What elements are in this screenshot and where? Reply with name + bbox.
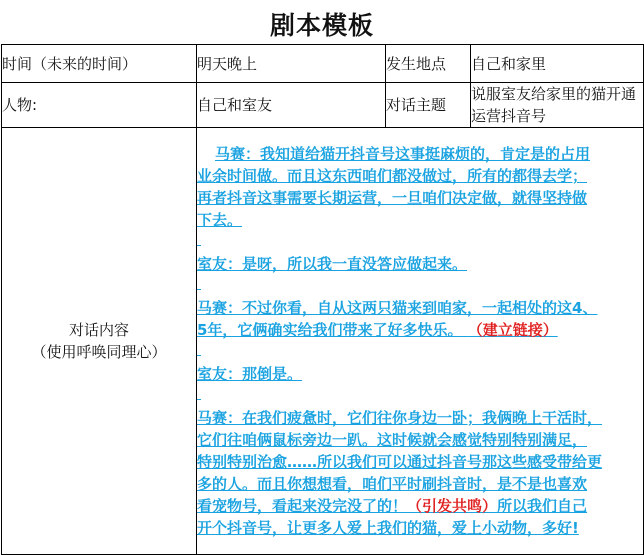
dialogue-line — [197, 495, 643, 517]
annotation-tag: （引发共鸣） — [407, 497, 498, 515]
table-row — [2, 83, 644, 128]
dialogue-text-span: 看宠物号，看起来没完没了的！ — [197, 497, 408, 515]
content-label-cell — [2, 128, 197, 555]
place-label: 发生地点 — [386, 45, 471, 83]
dialogue-line — [197, 319, 643, 341]
dialogue-text-span: 所以我们自己 — [497, 497, 588, 515]
dialogue-line: 马赛：在我们疲惫时，它们往你身边一卧；我俩晚上干活时， — [197, 409, 603, 427]
dialogue-line: 业余时间做。而且这东西咱们都没做过，所有的都得去学； — [197, 167, 588, 185]
dialogue-line: 开个抖音号，让更多人爱上我们的猫，爱上小动物，多好! — [197, 519, 579, 537]
time-label: 时间（未来的时间） — [2, 45, 197, 83]
page-title: 剧本模板 — [269, 11, 374, 40]
dialogue-line: 多的人。而且你想想看，咱们平时刷抖音时，是不是也喜欢 — [197, 475, 588, 493]
dialogue-content-cell — [197, 128, 644, 555]
table-row — [2, 45, 644, 83]
empty-line — [197, 385, 643, 407]
topic-value: 说服室友给家里的猫开通运营抖音号 — [471, 83, 644, 128]
place-value: 自己和家里 — [471, 45, 644, 83]
dialogue-line: 特别特别治愈……所以我们可以通过抖音号那这些感受带给更 — [197, 453, 603, 471]
table-row — [2, 128, 644, 555]
content-label-note: （使用呼唤同理心） — [31, 343, 167, 361]
dialogue-line: 下去。 — [197, 211, 243, 229]
dialogue-line: 再者抖音这事需要长期运营，一旦咱们决定做，就得坚持做 — [197, 189, 588, 207]
annotation-tag: （建立链接） — [467, 321, 558, 339]
dialogue-line: 马赛：我知道给猫开抖音号这事挺麻烦的，肯定是的占用 — [215, 145, 591, 163]
dialogue-line: 室友：是呀，所以我一直没答应做起来。 — [197, 255, 468, 273]
topic-label: 对话主题 — [386, 83, 471, 128]
empty-line — [197, 341, 643, 363]
empty-line — [197, 275, 643, 297]
dialogue-line: 室友：那倒是。 — [197, 365, 303, 383]
dialogue-text — [197, 143, 643, 539]
dialogue-line: 它们往咱俩鼠标旁边一趴。这时候就会感觉特别特别满足， — [197, 431, 588, 449]
dialogue-text-span: 5年，它俩确实给我们带来了好多快乐。 — [197, 321, 463, 339]
empty-line — [197, 231, 643, 253]
time-value: 明天晚上 — [197, 45, 386, 83]
people-value: 自己和室友 — [197, 83, 386, 128]
dialogue-line: 马赛：不过你看，自从这两只猫来到咱家，一起相处的这4、 — [197, 299, 598, 317]
people-label: 人物: — [2, 83, 197, 128]
content-label: 对话内容 — [68, 321, 129, 339]
script-template-table — [1, 44, 644, 555]
